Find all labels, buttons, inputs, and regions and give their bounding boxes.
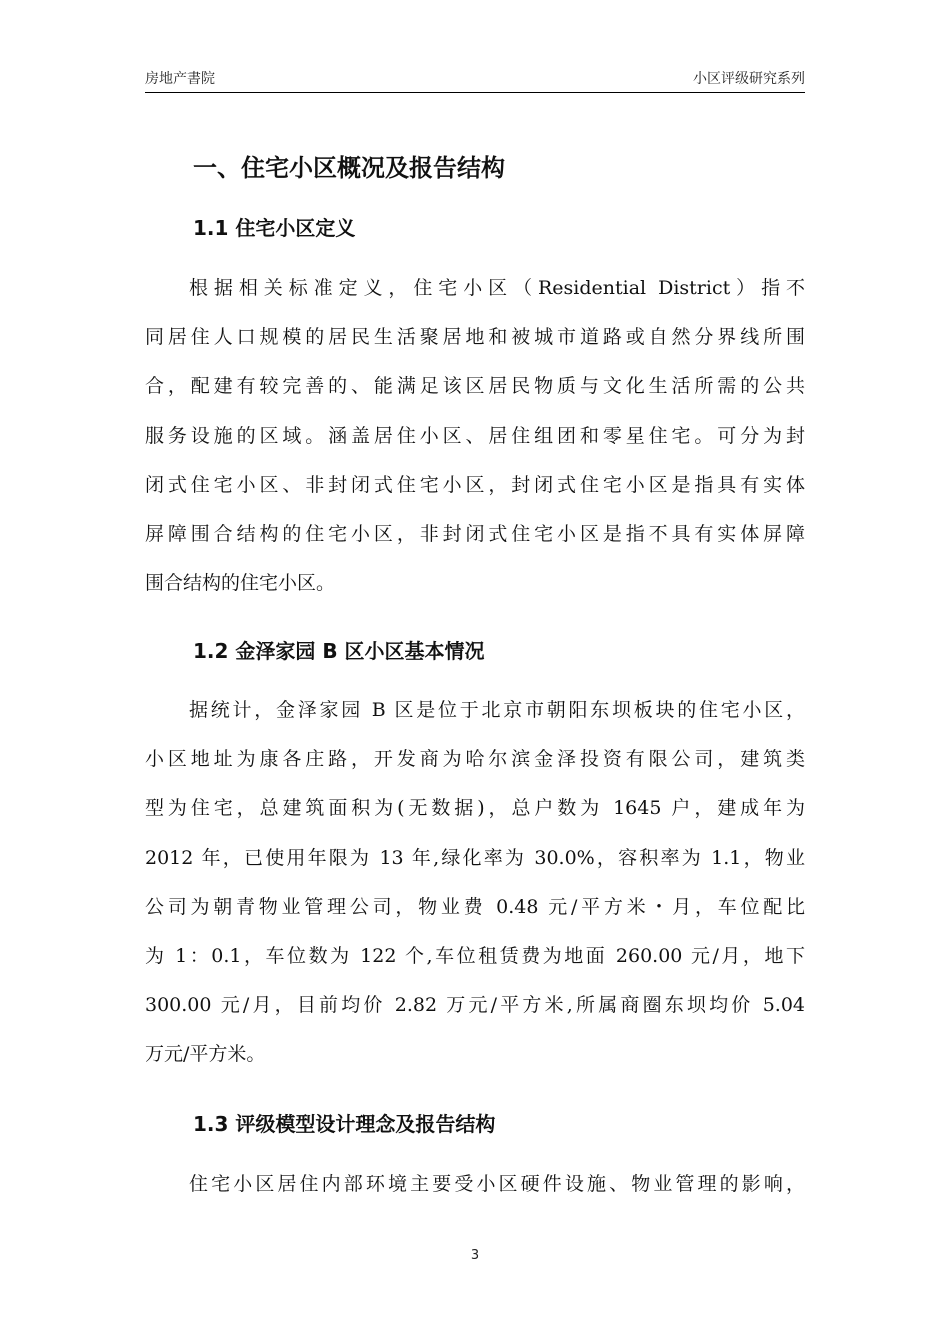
paragraph-line: 300.00 元/月，目前均价 2.82 万元/平方米,所属商圈东坝均价 5.04 xyxy=(145,994,805,1017)
paragraph-1-1 xyxy=(145,264,805,608)
paragraph-line: 围合结构的住宅小区。 xyxy=(145,572,336,595)
header-series: 小区评级研究系列 xyxy=(693,71,805,87)
heading-1-2: 1.2 金泽家园 B 区小区基本情况 xyxy=(193,639,485,663)
paragraph-line: 公司为朝青物业管理公司，物业费 0.48 元/平方米・月，车位配比 xyxy=(145,895,805,918)
paragraph-line: 小区地址为康各庄路，开发商为哈尔滨金泽投资有限公司，建筑类 xyxy=(145,748,805,771)
paragraph-line: 据统计，金泽家园 B 区是位于北京市朝阳东坝板块的住宅小区， xyxy=(189,699,805,721)
paragraph-line: 万元/平方米。 xyxy=(145,1043,266,1066)
paragraph-1-3 xyxy=(145,1160,805,1209)
paragraph-line: 根据相关标准定义，住宅小区（Residential District）指不 xyxy=(189,277,805,299)
paragraph-line: 同居住人口规模的居民生活聚居地和被城市道路或自然分界线所围 xyxy=(145,326,805,349)
paragraph-line: 闭式住宅小区、非封闭式住宅小区，封闭式住宅小区是指具有实体 xyxy=(145,473,805,496)
paragraph-line: 服务设施的区域。涵盖居住小区、居住组团和零星住宅。可分为封 xyxy=(145,424,805,447)
paragraph-line: 屏障围合结构的住宅小区，非封闭式住宅小区是指不具有实体屏障 xyxy=(145,522,805,545)
page-header xyxy=(145,68,805,88)
section-title: 一、住宅小区概况及报告结构 xyxy=(193,154,505,182)
page-number: 3 xyxy=(470,1248,480,1263)
paragraph-line: 住宅小区居住内部环境主要受小区硬件设施、物业管理的影响， xyxy=(189,1173,805,1195)
header-divider xyxy=(145,92,805,93)
header-publisher: 房地产書院 xyxy=(145,71,215,87)
paragraph-line: 为 1：0.1，车位数为 122 个,车位租赁费为地面 260.00 元/月，地下 xyxy=(145,944,805,967)
paragraph-line: 型为住宅，总建筑面积为(无数据)，总户数为 1645 户，建成年为 xyxy=(145,797,805,820)
paragraph-line: 2012 年，已使用年限为 13 年,绿化率为 30.0%，容积率为 1.1，物业 xyxy=(145,846,805,869)
heading-1-3: 1.3 评级模型设计理念及报告结构 xyxy=(193,1112,496,1136)
paragraph-1-2 xyxy=(145,686,805,1080)
heading-1-1: 1.1 住宅小区定义 xyxy=(193,216,356,240)
paragraph-line: 合，配建有较完善的、能满足该区居民物质与文化生活所需的公共 xyxy=(145,375,805,398)
